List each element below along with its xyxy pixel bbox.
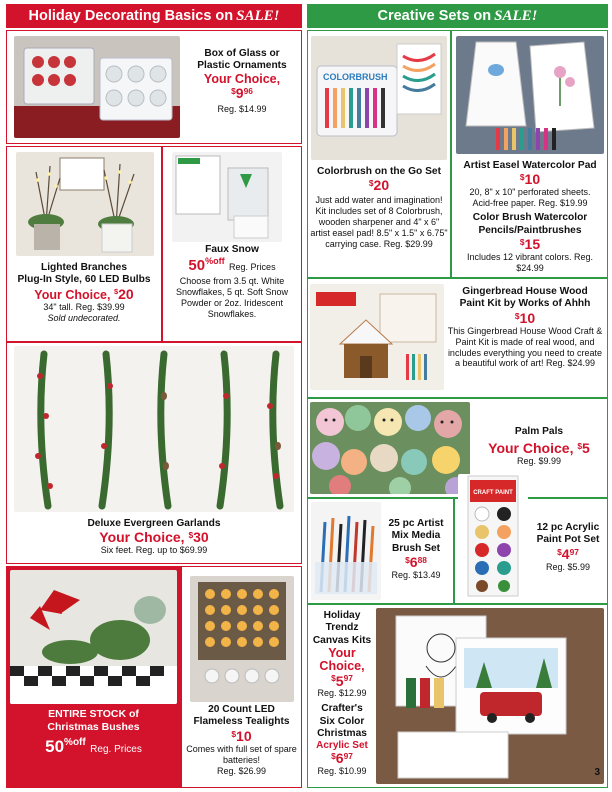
title-line: Box of Glass or [204, 48, 280, 59]
description: Acid-free paper. Reg. $19.99 [472, 198, 588, 209]
canvas-image [376, 608, 604, 784]
banner-sale: SALE! [236, 7, 280, 24]
description: Includes 12 vibrant colors. Reg. $24.99 [466, 251, 594, 273]
bushes-image [10, 570, 177, 704]
price-cents: 97 [343, 673, 353, 684]
price [186, 86, 298, 101]
title-line: Artist Easel Watercolor Pad [463, 160, 597, 171]
regular-price: Reg. $14.99 [217, 103, 267, 114]
title-line: Gingerbread House Wood [462, 286, 588, 297]
price-dollars: 10 [236, 727, 252, 744]
banner-text: Holiday Decorating Basics on [28, 8, 234, 24]
paintpot-image [458, 474, 528, 602]
price-dollars: 15 [524, 235, 541, 252]
colorbrush-image [311, 36, 447, 160]
package-label: COLORBRUSH [323, 72, 388, 82]
title-line: Lighted Branches [40, 262, 128, 273]
dollar-sign: $ [405, 555, 410, 566]
right-section-banner [307, 4, 608, 28]
title-line: Faux Snow [205, 244, 259, 255]
dollar-sign: $ [519, 172, 525, 183]
price [530, 547, 606, 562]
dollar-sign: $ [577, 441, 583, 452]
regular-price: Reg. $9.99 [516, 456, 562, 467]
garlands-image [14, 346, 294, 512]
percent-suffix: %off [64, 737, 86, 749]
paintpot-text [530, 522, 606, 573]
ornaments-text [186, 48, 298, 115]
percent-suffix: %off [205, 256, 225, 267]
title-line: Plug-In Style, 60 LED Bulbs [17, 274, 151, 286]
dollar-sign: $ [113, 286, 119, 296]
palmpals-image [310, 402, 470, 494]
branches-image [16, 152, 154, 256]
price-dollars: 20 [373, 177, 390, 194]
easel-text [454, 160, 606, 274]
price-cents: 88 [417, 555, 427, 566]
colorbrush-text [309, 166, 449, 250]
price-dollars: 30 [193, 529, 209, 546]
title-line: Crafter's [321, 703, 363, 715]
regular-price: Reg. $10.99 [317, 765, 367, 776]
price-dollars: 6 [335, 750, 344, 767]
banner-text: Creative Sets on [377, 8, 492, 24]
description: Just add water and imagination! Kit includes set of 8 Colorbrush, wooden sharpener and 4" x 6" artist easel pad! 8.5" x 1.5" x 6.75" carrying case. Reg. $29.99 [310, 195, 448, 249]
title-line: Color Brush Watercolor [472, 212, 588, 224]
description: 34" tall. Reg. $39.99 [43, 302, 125, 312]
price-dollars: 20 [118, 285, 134, 302]
price-cents: 97 [343, 750, 353, 761]
title-line: Plastic Ornaments [197, 60, 287, 72]
branches-text [10, 262, 158, 324]
gingerbread-text [446, 286, 604, 369]
price [454, 172, 606, 187]
brushset-image [311, 502, 381, 600]
percent-off [188, 257, 224, 274]
price-prefix: Your Choice, [34, 287, 111, 302]
canvas-text [310, 610, 374, 777]
bushes-text [6, 708, 181, 757]
easel-image [456, 36, 604, 154]
price [184, 729, 299, 744]
dollar-sign: $ [368, 178, 374, 189]
price-prefix: Your Choice, [488, 440, 574, 457]
snow-text [166, 244, 298, 320]
page-number: 3 [594, 767, 600, 778]
tealights-text [184, 704, 299, 776]
discount-line [166, 256, 298, 276]
title-line: Deluxe Evergreen Garlands [87, 518, 221, 529]
title-line: 12 pc Acrylic [536, 522, 600, 533]
description: Six feet. Reg. up to $69.99 [100, 545, 208, 556]
regular-price: Reg. $26.99 [216, 765, 267, 776]
price-cents: 96 [243, 85, 253, 96]
price-prefix: Your Choice, [203, 71, 281, 86]
title-line: 25 pc Artist [388, 518, 444, 529]
regular-price: Reg. $13.49 [391, 570, 441, 580]
price-prefix: Your [328, 646, 356, 661]
price [10, 287, 158, 302]
left-section-banner [6, 4, 302, 28]
price [309, 178, 449, 193]
snow-image [172, 152, 282, 242]
dollar-sign: $ [231, 728, 237, 739]
title-line: Palm Pals [514, 426, 564, 437]
title-line: 20 Count LED [208, 704, 275, 715]
title-line: Christmas Bushes [47, 720, 140, 733]
price-dollars: 5 [582, 440, 590, 457]
price-cents: 97 [569, 546, 579, 557]
regular-price: Reg. Prices [90, 744, 142, 756]
dollar-sign: $ [514, 310, 520, 321]
price-dollars: 9 [235, 85, 244, 101]
percent-off [45, 737, 86, 756]
price-dollars: 5 [335, 672, 344, 689]
gingerbread-image [310, 284, 444, 390]
dollar-sign: $ [331, 673, 336, 684]
dollar-sign: $ [331, 750, 336, 761]
title-line: Canvas Kits [312, 634, 372, 646]
title-line: Christmas [317, 728, 367, 740]
dollar-sign: $ [557, 546, 562, 557]
title-line: Colorbrush on the Go Set [317, 166, 441, 177]
title-line: Mix Media [391, 530, 441, 542]
palmpals-text [474, 426, 604, 467]
ornaments-image [14, 36, 180, 138]
regular-price: Reg. $12.99 [317, 688, 367, 699]
garlands-text [10, 518, 298, 556]
price [310, 674, 374, 689]
price-dollars: 4 [561, 545, 570, 562]
dollar-sign: $ [231, 85, 236, 96]
price [10, 530, 298, 545]
price [454, 237, 606, 252]
price [446, 311, 604, 326]
description: Comes with full set of spare batteries! [186, 743, 297, 765]
banner-sale: SALE! [494, 7, 538, 24]
title-line: Brush Set [391, 542, 441, 554]
regular-price: Reg. Prices [229, 262, 276, 273]
title-line: Paint Kit by Works of Ahhh [459, 298, 591, 310]
title-line: Holiday [323, 610, 361, 621]
dollar-sign: $ [188, 530, 194, 541]
percent-value: 50 [45, 737, 65, 757]
description: 20, 8" x 10" perforated sheets. [469, 187, 591, 198]
title-line: ENTIRE STOCK of [48, 708, 139, 720]
price-dollars: 6 [409, 554, 418, 571]
title-line: Trendz [325, 622, 359, 634]
price-prefix: Your Choice, [99, 529, 185, 546]
package-label: CRAFT PAINT [473, 490, 513, 496]
title-line: Paint Pot Set [536, 534, 600, 546]
price [474, 441, 604, 456]
price [382, 555, 450, 570]
price-prefix: Acrylic Set [316, 739, 368, 751]
note: Sold undecorated. [47, 312, 121, 323]
discount-line [6, 737, 181, 757]
tealights-image [190, 576, 294, 702]
price-dollars: 10 [519, 309, 536, 326]
regular-price: Reg. $5.99 [545, 561, 591, 572]
brushset-text [382, 518, 450, 581]
description: Choose from 3.5 qt. White Snowflakes, 5 qt. Soft Snow Powder or 2oz. Iridescent Snowflakes. [175, 275, 289, 319]
price-prefix: Choice, [319, 659, 365, 674]
percent-value: 50 [188, 257, 206, 275]
price-dollars: 10 [524, 171, 541, 188]
description: This Gingerbread House Wood Craft & Paint Kit is made of real wood, and includes everything you need to create a beautiful work of art! Reg. $24.99 [447, 325, 603, 369]
dollar-sign: $ [519, 236, 525, 247]
price [310, 751, 374, 766]
title-line: Flameless Tealights [193, 716, 290, 728]
title-line: Six Color [319, 715, 365, 727]
title-line: Pencils/Paintbrushes [478, 224, 582, 236]
